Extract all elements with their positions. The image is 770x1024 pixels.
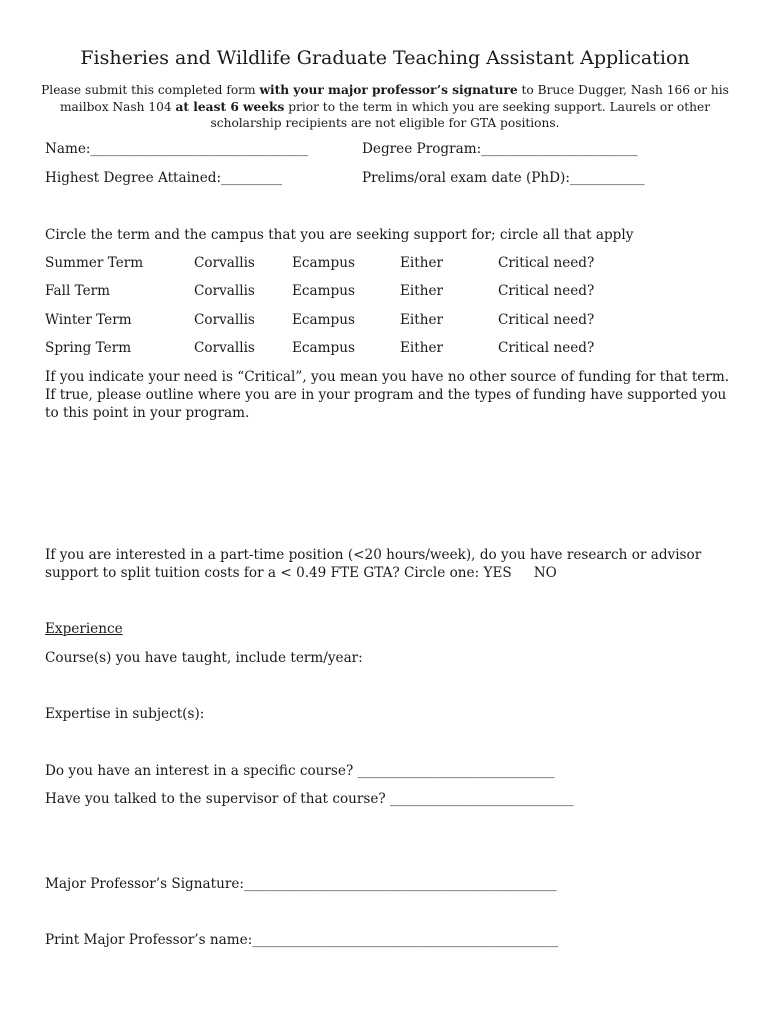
name-field[interactable]: Name:________________________________ bbox=[45, 141, 309, 157]
critical-need-note: If you indicate your need is “Critical”, you mean you have no other source of funding for that term. If true, please outline where you are in your program and the types of funding have supported you to this point in your program. bbox=[45, 369, 730, 421]
intro-bold-deadline: at least 6 weeks bbox=[175, 99, 285, 114]
term-label[interactable]: Fall Term bbox=[45, 283, 111, 299]
campus-corvallis[interactable]: Corvallis bbox=[194, 312, 255, 328]
campus-corvallis[interactable]: Corvallis bbox=[194, 255, 255, 271]
submission-instructions bbox=[40, 82, 730, 132]
highest-degree-field[interactable]: Highest Degree Attained:_________ bbox=[45, 170, 283, 186]
critical-need[interactable]: Critical need? bbox=[498, 255, 595, 271]
term-label[interactable]: Spring Term bbox=[45, 340, 132, 356]
form-title: Fisheries and Wildlife Graduate Teaching Assistant Application bbox=[80, 47, 690, 69]
intro-bold-signature: with your major professor’s signature bbox=[259, 83, 518, 97]
critical-need[interactable]: Critical need? bbox=[498, 340, 595, 356]
major-professor-name-field[interactable]: Print Major Professor’s name:_____________________________________________ bbox=[45, 932, 559, 948]
term-label[interactable]: Winter Term bbox=[45, 312, 132, 328]
campus-ecampus[interactable]: Ecampus bbox=[292, 283, 355, 299]
campus-ecampus[interactable]: Ecampus bbox=[292, 255, 355, 271]
campus-either[interactable]: Either bbox=[400, 255, 444, 271]
campus-either[interactable]: Either bbox=[400, 283, 444, 299]
experience-heading: Experience bbox=[45, 621, 123, 637]
expertise-field[interactable]: Expertise in subject(s): bbox=[45, 706, 205, 722]
no-option[interactable]: NO bbox=[533, 565, 557, 581]
critical-need[interactable]: Critical need? bbox=[498, 283, 595, 299]
campus-ecampus[interactable]: Ecampus bbox=[292, 312, 355, 328]
major-professor-signature-field[interactable]: Major Professor’s Signature:______________________________________________ bbox=[45, 876, 557, 892]
courses-taught-field[interactable]: Course(s) you have taught, include term/year: bbox=[45, 650, 363, 666]
yes-option[interactable]: YES bbox=[483, 565, 512, 581]
intro-text-1: Please submit this completed form bbox=[41, 83, 260, 97]
campus-either[interactable]: Either bbox=[400, 312, 444, 328]
prelims-date-field[interactable]: Prelims/oral exam date (PhD):___________ bbox=[362, 170, 645, 186]
campus-either[interactable]: Either bbox=[400, 340, 444, 356]
part-time-text: If you are interested in a part-time position (<20 hours/week), do you have research or advisor support to split tuition costs for a < 0.49 FTE GTA? Circle one: bbox=[45, 547, 702, 581]
supervisor-contact-field[interactable]: Have you talked to the supervisor of that course? ___________________________ bbox=[45, 791, 574, 807]
degree-program-field[interactable]: Degree Program:_______________________ bbox=[362, 141, 638, 157]
campus-corvallis[interactable]: Corvallis bbox=[194, 340, 255, 356]
terms-instruction: Circle the term and the campus that you are seeking support for; circle all that apply bbox=[45, 227, 634, 243]
campus-ecampus[interactable]: Ecampus bbox=[292, 340, 355, 356]
course-interest-field[interactable]: Do you have an interest in a specific course? _____________________________ bbox=[45, 763, 555, 779]
campus-corvallis[interactable]: Corvallis bbox=[194, 283, 255, 299]
intro-text-2: to Bruce Dugger, Nash 166 or his mailbox Nash 104 bbox=[59, 83, 729, 114]
term-label[interactable]: Summer Term bbox=[45, 255, 144, 271]
critical-need[interactable]: Critical need? bbox=[498, 312, 595, 328]
part-time-question bbox=[45, 546, 735, 582]
intro-text-3: prior to the term in which you are seeking support. Laurels or other scholarship recipients are not eligible for GTA positions. bbox=[210, 99, 711, 130]
